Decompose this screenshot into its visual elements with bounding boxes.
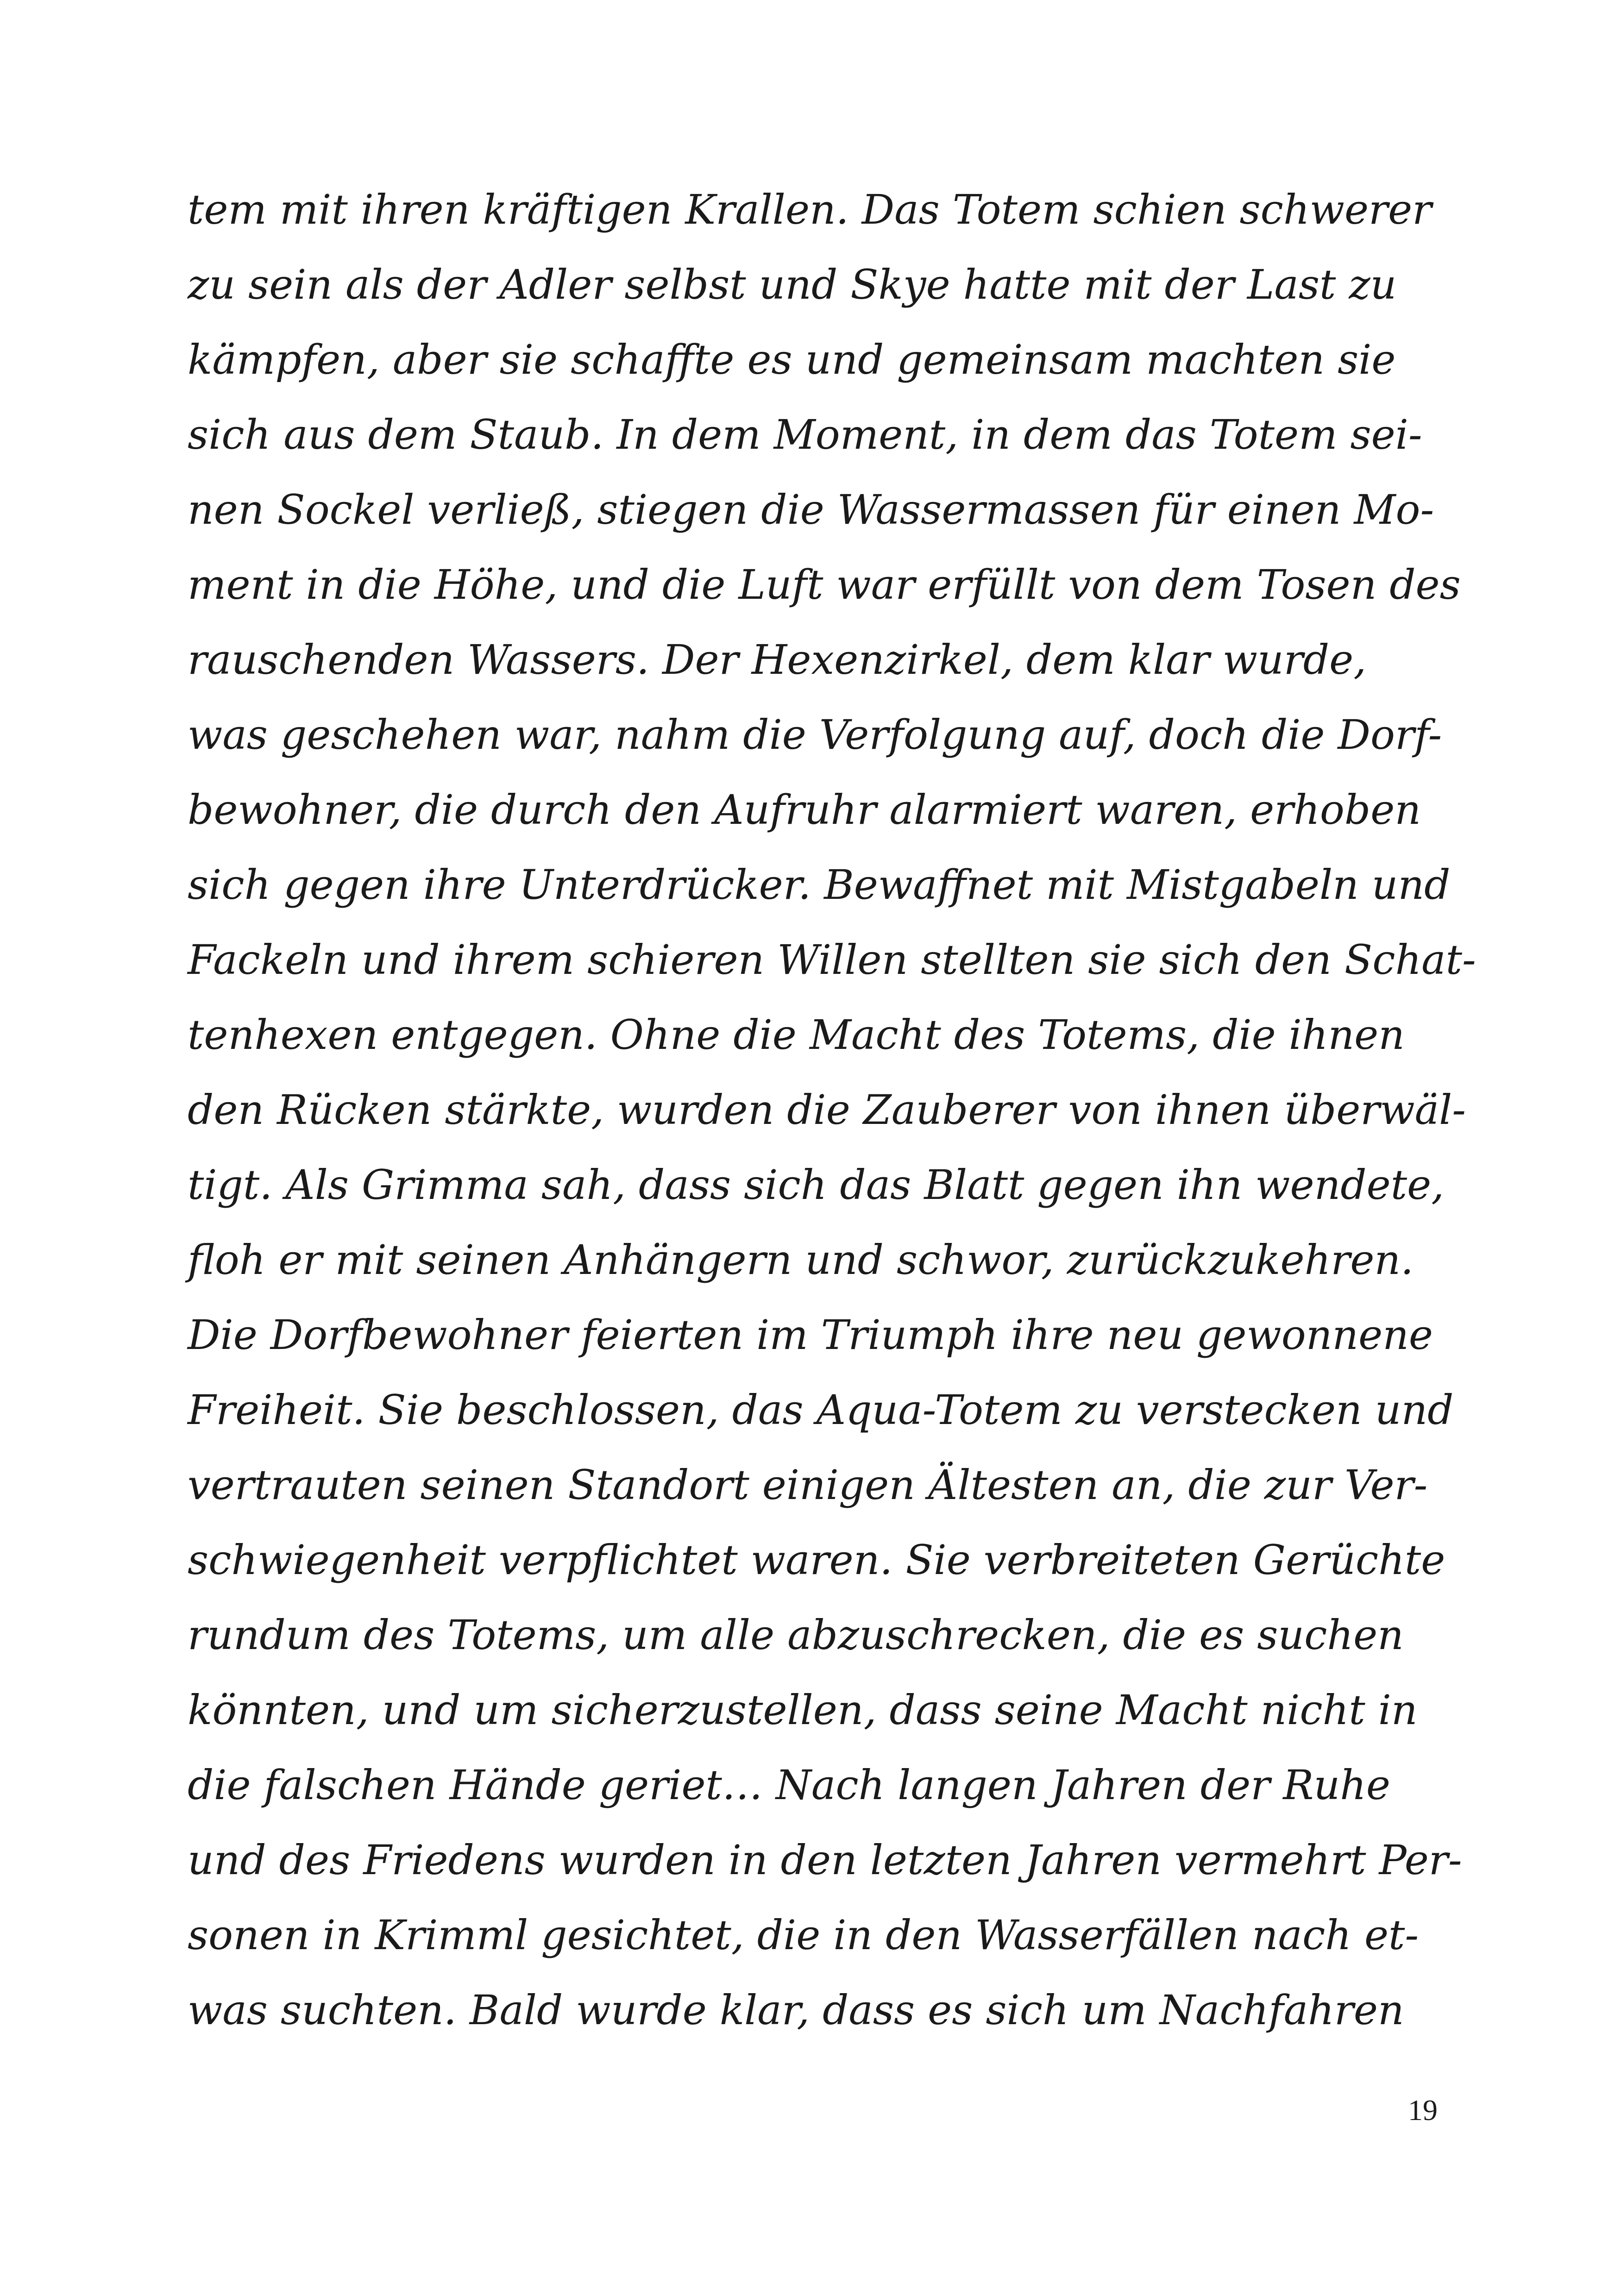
text-line: rauschenden Wassers. Der Hexenzirkel, dem klar wurde, (188, 636, 1367, 684)
text-line: sich aus dem Staub. In dem Moment, in dem das Totem sei- (188, 411, 1422, 458)
text-line: tigt. Als Grimma sah, dass sich das Blatt gegen ihn wendete, (188, 1161, 1445, 1209)
text-line: sonen in Krimml gesichtet, die in den Wasserfällen nach et- (188, 1911, 1419, 1959)
text-line: bewohner, die durch den Aufruhr alarmiert waren, erhoben (188, 786, 1421, 834)
text-line: rundum des Totems, um alle abzuschrecken, die es suchen (188, 1611, 1404, 1659)
text-line: Fackeln und ihrem schieren Willen stellten sie sich den Schat- (188, 936, 1476, 984)
text-line: tenhexen entgegen. Ohne die Macht des Totems, die ihnen (188, 1011, 1405, 1059)
text-line: floh er mit seinen Anhängern und schwor, zurückzukehren. (188, 1236, 1414, 1284)
text-line: sich gegen ihre Unterdrücker. Bewaffnet mit Mistgabeln und (188, 861, 1451, 909)
body-text (188, 172, 1484, 2048)
text-line: zu sein als der Adler selbst und Skye hatte mit der Last zu (188, 261, 1397, 308)
text-line: schwiegenheit verpflichtet waren. Sie verbreiteten Gerüchte (188, 1536, 1445, 1584)
text-line: die falschen Hände geriet… Nach langen Jahren der Ruhe (188, 1761, 1390, 1809)
text-line: vertrauten seinen Standort einigen Ältesten an, die zur Ver- (188, 1461, 1428, 1509)
text-line: nen Sockel verließ, stiegen die Wassermassen für einen Mo- (188, 486, 1434, 533)
text-line: den Rücken stärkte, wurden die Zauberer von ihnen überwäl- (188, 1086, 1466, 1134)
text-line: könnten, und um sicherzustellen, dass seine Macht nicht in (188, 1686, 1418, 1734)
text-line: und des Friedens wurden in den letzten Jahren vermehrt Per- (188, 1836, 1462, 1884)
text-line: kämpfen, aber sie schaffte es und gemeinsam machten sie (188, 336, 1396, 383)
text-line: was geschehen war, nahm die Verfolgung auf, doch die Dorf- (188, 711, 1442, 759)
text-line: was suchten. Bald wurde klar, dass es sich um Nachfahren (188, 1986, 1404, 2034)
text-line: Die Dorfbewohner feierten im Triumph ihre neu gewonnene (188, 1311, 1433, 1359)
text-line: tem mit ihren kräftigen Krallen. Das Totem schien schwerer (188, 186, 1432, 233)
page-number: 19 (1408, 2094, 1438, 2127)
text-line: Freiheit. Sie beschlossen, das Aqua-Totem zu verstecken und (188, 1386, 1454, 1434)
text-line: ment in die Höhe, und die Luft war erfüllt von dem Tosen des (188, 561, 1461, 609)
